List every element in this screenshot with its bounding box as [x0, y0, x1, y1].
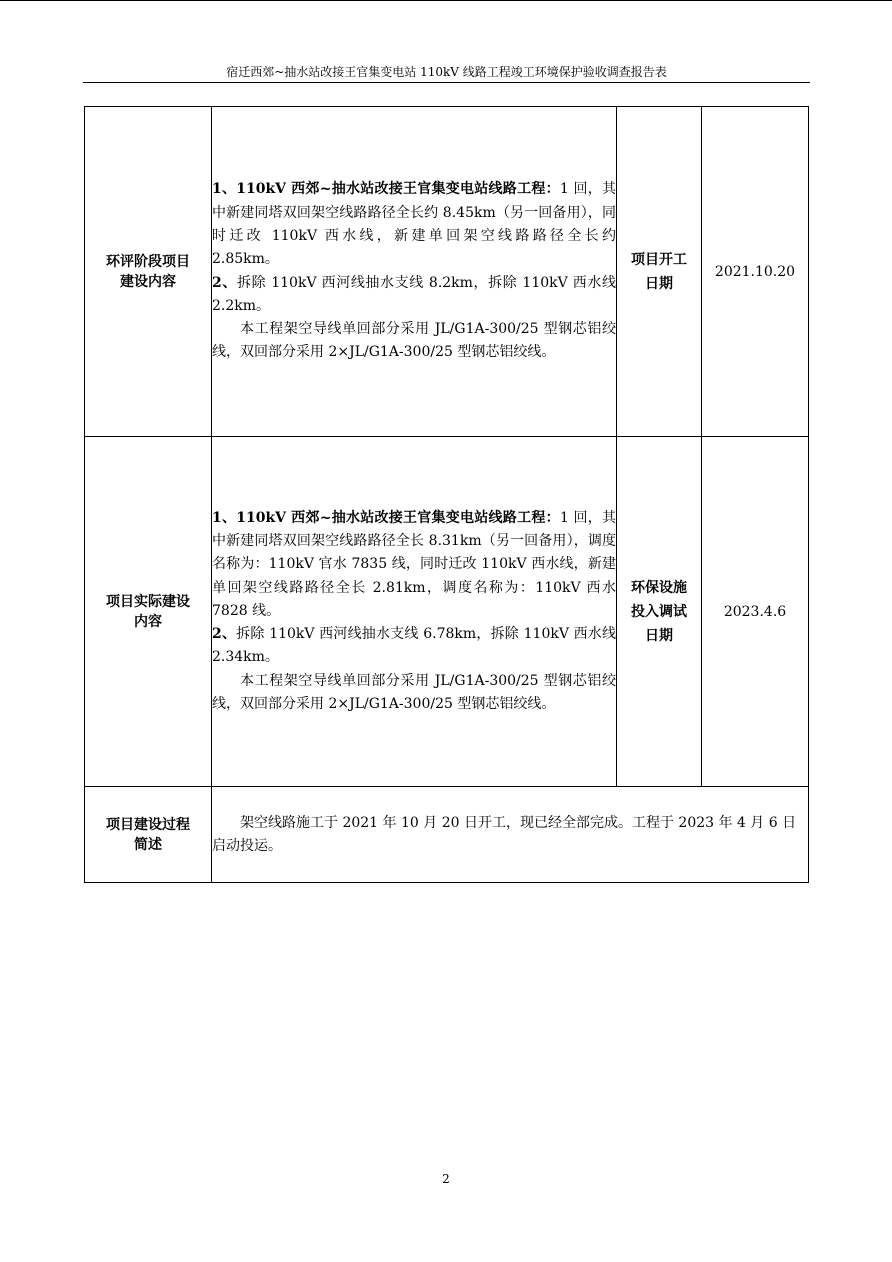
label-line: 日期: [645, 627, 673, 644]
label-line: 项目建设过程: [106, 816, 190, 833]
content-item-1: [212, 507, 616, 623]
table-row-actual-construction: [85, 437, 809, 787]
header-rule: [83, 82, 810, 83]
item-2-text: 拆除 110kV 西河线抽水支线 6.78km，拆除 110kV 西水线 2.34km。: [212, 626, 617, 666]
item-1-heading: 1、110kV 西郊~抽水站改接王官集变电站线路工程：: [212, 181, 560, 198]
content-item-2: [212, 623, 616, 670]
row-label-eia-stage: [85, 107, 212, 437]
label-line: 简述: [134, 836, 162, 853]
row-label-construction-process: [85, 787, 212, 883]
label-line: 建设内容: [120, 273, 176, 290]
conductor-paragraph: 本工程架空导线单回部分采用 JL/G1A-300/25 型钢芯铝绞线，双回部分采用 2×JL/G1A-300/25 型钢芯铝绞线。: [212, 321, 616, 361]
construction-info-table: [84, 106, 809, 883]
page-number: 2: [442, 1172, 450, 1186]
row-label-actual-construction: [85, 437, 212, 787]
label-line: 项目开工: [631, 251, 687, 268]
start-date-value: 2021.10.20: [702, 107, 809, 437]
label-line: 环评阶段项目: [106, 253, 190, 270]
start-date-label: [617, 107, 702, 437]
item-1-text: 1 回，其中新建同塔双回架空线路路径全长 8.31km（另一回备用），调度名称为：110kV 官水 7835 线，同时迁改 110kV 西水线，新建单回架空线路路径全长 2.81km，调度名称为：110kV 西水 7828 线。: [212, 509, 616, 619]
content-item-1: [212, 178, 616, 271]
actual-construction-content: [212, 437, 617, 787]
commissioning-date-label: [617, 437, 702, 787]
eia-stage-content: [212, 107, 617, 437]
content-item-2: [212, 272, 616, 319]
report-header-title: 宿迁西郊~抽水站改接王官集变电站 110kV 线路工程竣工环境保护验收调查报告表: [226, 65, 667, 79]
conductor-paragraph: 本工程架空导线单回部分采用 JL/G1A-300/25 型钢芯铝绞线，双回部分采用 2×JL/G1A-300/25 型钢芯铝绞线。: [212, 672, 616, 713]
item-2-text: 拆除 110kV 西河线抽水支线 8.2km，拆除 110kV 西水线 2.2km。: [212, 274, 617, 314]
construction-process-summary: 架空线路施工于 2021 年 10 月 20 日开工，现已经全部完成。工程于 2023 年 4 月 6 日启动投运。: [212, 787, 809, 883]
item-2-number: 2、: [212, 626, 237, 643]
page-top-border: [0, 0, 892, 1]
commissioning-date-value: 2023.4.6: [702, 437, 809, 787]
label-line: 环保设施: [631, 579, 687, 596]
item-1-heading: 1、110kV 西郊~抽水站改接王官集变电站线路工程：: [212, 509, 560, 526]
label-line: 内容: [134, 613, 162, 630]
label-line: 项目实际建设: [106, 593, 190, 610]
table-row-construction-process: [85, 787, 809, 883]
label-line: 投入调试: [631, 603, 687, 620]
table-row-eia-stage: [85, 107, 809, 437]
item-2-number: 2、: [212, 274, 237, 291]
label-line: 日期: [645, 275, 673, 292]
item-1-text: 1 回，其中新建同塔双回架空线路路径全长约 8.45km（另一回备用），同时迁改 110kV 西水线，新建单回架空线路路径全长约 2.85km。: [212, 181, 616, 268]
